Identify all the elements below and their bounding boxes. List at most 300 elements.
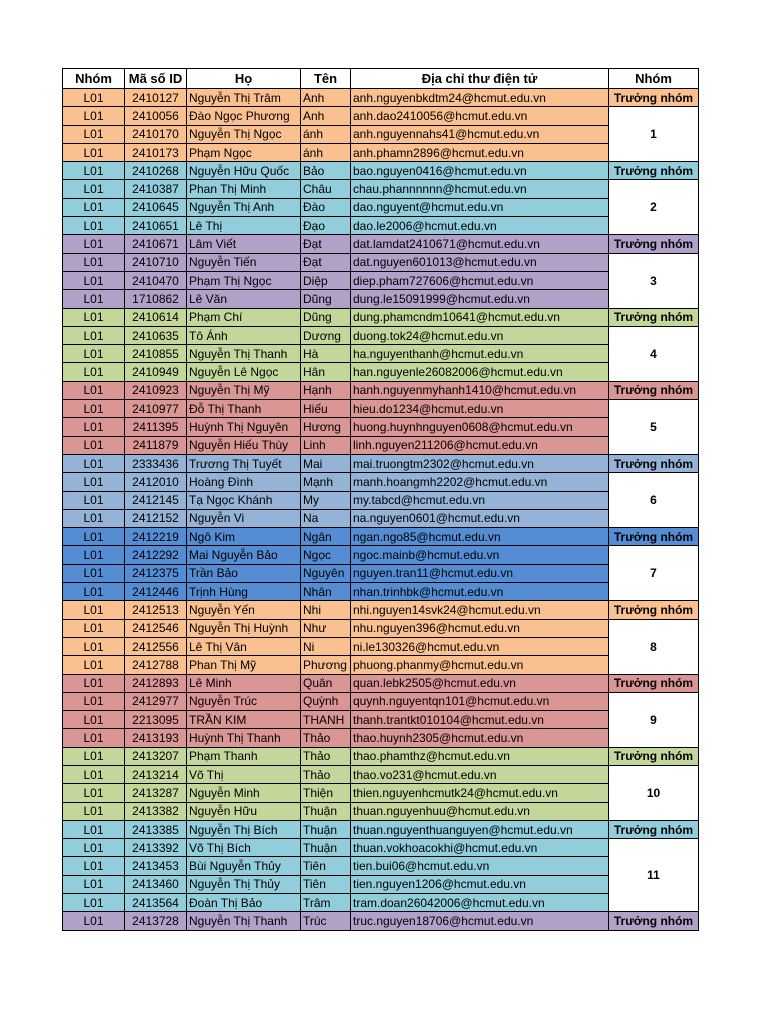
group-leader-label: Trưởng nhóm — [609, 528, 699, 546]
email-cell: linh.nguyen211206@hcmut.edu.vn — [351, 436, 609, 454]
last-name-cell: Nguyễn Thị Mỹ — [187, 381, 301, 399]
student-id-cell: 2413287 — [125, 784, 187, 802]
last-name-cell: Đào Ngọc Phương — [187, 107, 301, 125]
last-name-cell: Nguyễn Thị Bích — [187, 820, 301, 838]
last-name-cell: Lê Văn — [187, 290, 301, 308]
table-row — [63, 308, 699, 326]
first-name-cell: Mai — [301, 454, 351, 472]
student-id-cell: 2410977 — [125, 400, 187, 418]
last-name-cell: Trịnh Hùng — [187, 583, 301, 601]
student-id-cell: 2410923 — [125, 381, 187, 399]
class-cell: L01 — [63, 436, 125, 454]
class-cell: L01 — [63, 546, 125, 564]
header-group: Nhóm — [609, 69, 699, 89]
email-cell: thao.huynh2305@hcmut.edu.vn — [351, 729, 609, 747]
first-name-cell: ánh — [301, 143, 351, 161]
email-cell: ngoc.mainb@hcmut.edu.vn — [351, 546, 609, 564]
table-row — [63, 894, 699, 912]
first-name-cell: Thảo — [301, 729, 351, 747]
group-leader-label: Trưởng nhóm — [609, 308, 699, 326]
first-name-cell: Dũng — [301, 308, 351, 326]
email-cell: my.tabcd@hcmut.edu.vn — [351, 491, 609, 509]
class-cell: L01 — [63, 308, 125, 326]
table-row — [63, 637, 699, 655]
email-cell: nguyen.tran11@hcmut.edu.vn — [351, 564, 609, 582]
first-name-cell: Đào — [301, 198, 351, 216]
table-row — [63, 692, 699, 710]
last-name-cell: Hoàng Đình — [187, 473, 301, 491]
table-row — [63, 271, 699, 289]
table-row — [63, 400, 699, 418]
table-row — [63, 583, 699, 601]
last-name-cell: Nguyễn Hữu — [187, 802, 301, 820]
first-name-cell: Đạt — [301, 235, 351, 253]
table-row — [63, 875, 699, 893]
first-name-cell: Thuận — [301, 839, 351, 857]
last-name-cell: Nguyễn Thị Trâm — [187, 89, 301, 107]
email-cell: anh.phamn2896@hcmut.edu.vn — [351, 143, 609, 161]
first-name-cell: Thảo — [301, 765, 351, 783]
class-cell: L01 — [63, 564, 125, 582]
table-row — [63, 454, 699, 472]
header-last-name: Họ — [187, 69, 301, 89]
class-cell: L01 — [63, 601, 125, 619]
first-name-cell: Thảo — [301, 747, 351, 765]
email-cell: hieu.do1234@hcmut.edu.vn — [351, 400, 609, 418]
table-row — [63, 711, 699, 729]
student-id-cell: 2412375 — [125, 564, 187, 582]
student-id-cell: 2410056 — [125, 107, 187, 125]
last-name-cell: Huỳnh Thị Nguyên — [187, 418, 301, 436]
email-cell: ngan.ngo85@hcmut.edu.vn — [351, 528, 609, 546]
class-cell: L01 — [63, 143, 125, 161]
group-leader-label: Trưởng nhóm — [609, 381, 699, 399]
table-row — [63, 363, 699, 381]
email-cell: duong.tok24@hcmut.edu.vn — [351, 326, 609, 344]
first-name-cell: Nhi — [301, 601, 351, 619]
student-id-cell: 2412977 — [125, 692, 187, 710]
table-row — [63, 509, 699, 527]
student-id-cell: 2412152 — [125, 509, 187, 527]
header-student-id: Mã số ID — [125, 69, 187, 89]
student-id-cell: 2410635 — [125, 326, 187, 344]
class-cell: L01 — [63, 473, 125, 491]
class-cell: L01 — [63, 656, 125, 674]
group-number: 3 — [609, 253, 699, 308]
first-name-cell: Nguyên — [301, 564, 351, 582]
table-row — [63, 601, 699, 619]
class-cell: L01 — [63, 729, 125, 747]
email-cell: thao.phamthz@hcmut.edu.vn — [351, 747, 609, 765]
table-body — [63, 89, 699, 931]
last-name-cell: Võ Thị Bích — [187, 839, 301, 857]
student-id-cell: 2412788 — [125, 656, 187, 674]
table-row — [63, 839, 699, 857]
first-name-cell: Mạnh — [301, 473, 351, 491]
table-row — [63, 253, 699, 271]
class-cell: L01 — [63, 784, 125, 802]
group-number: 5 — [609, 400, 699, 455]
class-cell: L01 — [63, 820, 125, 838]
group-number: 1 — [609, 107, 699, 162]
email-cell: tien.bui06@hcmut.edu.vn — [351, 857, 609, 875]
table-row — [63, 381, 699, 399]
table-row — [63, 857, 699, 875]
group-number: 9 — [609, 692, 699, 747]
email-cell: dao.nguyent@hcmut.edu.vn — [351, 198, 609, 216]
last-name-cell: Tô Ánh — [187, 326, 301, 344]
group-leader-label: Trưởng nhóm — [609, 820, 699, 838]
first-name-cell: Linh — [301, 436, 351, 454]
email-cell: thao.vo231@hcmut.edu.vn — [351, 765, 609, 783]
class-cell: L01 — [63, 217, 125, 235]
last-name-cell: Phạm Thanh — [187, 747, 301, 765]
email-cell: dung.le15091999@hcmut.edu.vn — [351, 290, 609, 308]
email-cell: ha.nguyenthanh@hcmut.edu.vn — [351, 345, 609, 363]
table-row — [63, 235, 699, 253]
first-name-cell: Hiếu — [301, 400, 351, 418]
first-name-cell: Tiên — [301, 857, 351, 875]
class-cell: L01 — [63, 765, 125, 783]
group-number: 6 — [609, 473, 699, 528]
group-leader-label: Trưởng nhóm — [609, 674, 699, 692]
email-cell: chau.phannnnnn@hcmut.edu.vn — [351, 180, 609, 198]
email-cell: na.nguyen0601@hcmut.edu.vn — [351, 509, 609, 527]
class-cell: L01 — [63, 363, 125, 381]
header-row — [63, 69, 699, 89]
class-cell: L01 — [63, 381, 125, 399]
class-cell: L01 — [63, 839, 125, 857]
table-row — [63, 143, 699, 161]
first-name-cell: Châu — [301, 180, 351, 198]
first-name-cell: Thuận — [301, 802, 351, 820]
group-number: 7 — [609, 546, 699, 601]
first-name-cell: Tiên — [301, 875, 351, 893]
student-id-cell: 2413460 — [125, 875, 187, 893]
group-leader-label: Trưởng nhóm — [609, 235, 699, 253]
class-cell: L01 — [63, 198, 125, 216]
last-name-cell: Bùi Nguyễn Thủy — [187, 857, 301, 875]
student-id-cell: 1710862 — [125, 290, 187, 308]
email-cell: anh.nguyenbkdtm24@hcmut.edu.vn — [351, 89, 609, 107]
group-leader-label: Trưởng nhóm — [609, 601, 699, 619]
student-id-cell: 2412893 — [125, 674, 187, 692]
table-row — [63, 546, 699, 564]
last-name-cell: Nguyễn Hiếu Thùy — [187, 436, 301, 454]
class-cell: L01 — [63, 857, 125, 875]
table-row — [63, 747, 699, 765]
student-id-cell: 2410470 — [125, 271, 187, 289]
header-first-name: Tên — [301, 69, 351, 89]
email-cell: truc.nguyen18706@hcmut.edu.vn — [351, 912, 609, 930]
last-name-cell: Huỳnh Thị Thanh — [187, 729, 301, 747]
last-name-cell: Lê Thị Vân — [187, 637, 301, 655]
email-cell: tien.nguyen1206@hcmut.edu.vn — [351, 875, 609, 893]
email-cell: anh.nguyennahs41@hcmut.edu.vn — [351, 125, 609, 143]
email-cell: thanh.trantkt010104@hcmut.edu.vn — [351, 711, 609, 729]
group-number: 2 — [609, 180, 699, 235]
student-id-cell: 2410671 — [125, 235, 187, 253]
student-id-cell: 2410127 — [125, 89, 187, 107]
student-id-cell: 2413385 — [125, 820, 187, 838]
last-name-cell: Nguyễn Thị Thanh — [187, 345, 301, 363]
last-name-cell: Nguyễn Trúc — [187, 692, 301, 710]
class-cell: L01 — [63, 894, 125, 912]
group-leader-label: Trưởng nhóm — [609, 747, 699, 765]
table-row — [63, 125, 699, 143]
last-name-cell: Trương Thị Tuyết — [187, 454, 301, 472]
last-name-cell: Phạm Chí — [187, 308, 301, 326]
student-id-cell: 2413392 — [125, 839, 187, 857]
last-name-cell: Nguyễn Lê Ngọc — [187, 363, 301, 381]
class-cell: L01 — [63, 711, 125, 729]
first-name-cell: Quân — [301, 674, 351, 692]
class-cell: L01 — [63, 637, 125, 655]
first-name-cell: Thuận — [301, 820, 351, 838]
first-name-cell: THANH — [301, 711, 351, 729]
email-cell: thien.nguyenhcmutk24@hcmut.edu.vn — [351, 784, 609, 802]
last-name-cell: Nguyễn Thị Thủy — [187, 875, 301, 893]
student-id-cell: 2410710 — [125, 253, 187, 271]
student-id-cell: 2413453 — [125, 857, 187, 875]
email-cell: huong.huynhnguyen0608@hcmut.edu.vn — [351, 418, 609, 436]
table-row — [63, 89, 699, 107]
first-name-cell: Bảo — [301, 162, 351, 180]
table-row — [63, 180, 699, 198]
table-row — [63, 162, 699, 180]
group-number: 4 — [609, 326, 699, 381]
email-cell: dat.lamdat2410671@hcmut.edu.vn — [351, 235, 609, 253]
last-name-cell: TRẦN KIM — [187, 711, 301, 729]
table-row — [63, 418, 699, 436]
table-row — [63, 345, 699, 363]
class-cell: L01 — [63, 674, 125, 692]
class-cell: L01 — [63, 747, 125, 765]
student-id-cell: 2411879 — [125, 436, 187, 454]
group-number: 11 — [609, 839, 699, 912]
last-name-cell: Nguyễn Thị Ngọc — [187, 125, 301, 143]
table-row — [63, 528, 699, 546]
header-class: Nhóm — [63, 69, 125, 89]
class-cell: L01 — [63, 875, 125, 893]
first-name-cell: Hân — [301, 363, 351, 381]
first-name-cell: Hà — [301, 345, 351, 363]
class-cell: L01 — [63, 491, 125, 509]
group-leader-label: Trưởng nhóm — [609, 912, 699, 930]
first-name-cell: Hạnh — [301, 381, 351, 399]
email-cell: bao.nguyen0416@hcmut.edu.vn — [351, 162, 609, 180]
student-id-cell: 2410855 — [125, 345, 187, 363]
table-row — [63, 765, 699, 783]
first-name-cell: Ngân — [301, 528, 351, 546]
class-cell: L01 — [63, 912, 125, 930]
student-id-cell: 2413382 — [125, 802, 187, 820]
class-cell: L01 — [63, 271, 125, 289]
student-id-cell: 2413193 — [125, 729, 187, 747]
last-name-cell: Phạm Thị Ngọc — [187, 271, 301, 289]
first-name-cell: Nhân — [301, 583, 351, 601]
class-cell: L01 — [63, 290, 125, 308]
class-cell: L01 — [63, 418, 125, 436]
last-name-cell: Nguyễn Vi — [187, 509, 301, 527]
table-row — [63, 912, 699, 930]
student-id-cell: 2333436 — [125, 454, 187, 472]
table-row — [63, 729, 699, 747]
student-id-cell: 2410173 — [125, 143, 187, 161]
table-row — [63, 619, 699, 637]
student-id-cell: 2412219 — [125, 528, 187, 546]
class-cell: L01 — [63, 528, 125, 546]
first-name-cell: Hương — [301, 418, 351, 436]
last-name-cell: Đoàn Thị Bảo — [187, 894, 301, 912]
table-row — [63, 198, 699, 216]
class-cell: L01 — [63, 125, 125, 143]
student-group-table — [62, 68, 699, 931]
class-cell: L01 — [63, 509, 125, 527]
student-id-cell: 2213095 — [125, 711, 187, 729]
student-id-cell: 2412145 — [125, 491, 187, 509]
first-name-cell: My — [301, 491, 351, 509]
student-id-cell: 2412556 — [125, 637, 187, 655]
class-cell: L01 — [63, 454, 125, 472]
class-cell: L01 — [63, 235, 125, 253]
class-cell: L01 — [63, 180, 125, 198]
first-name-cell: Ngọc — [301, 546, 351, 564]
first-name-cell: Trâm — [301, 894, 351, 912]
table-row — [63, 217, 699, 235]
student-id-cell: 2412446 — [125, 583, 187, 601]
first-name-cell: Dũng — [301, 290, 351, 308]
student-id-cell: 2410268 — [125, 162, 187, 180]
class-cell: L01 — [63, 692, 125, 710]
email-cell: thuan.nguyenhuu@hcmut.edu.vn — [351, 802, 609, 820]
last-name-cell: Nguyễn Thị Anh — [187, 198, 301, 216]
group-leader-label: Trưởng nhóm — [609, 454, 699, 472]
last-name-cell: Võ Thị — [187, 765, 301, 783]
class-cell: L01 — [63, 583, 125, 601]
table-row — [63, 784, 699, 802]
email-cell: nhu.nguyen396@hcmut.edu.vn — [351, 619, 609, 637]
last-name-cell: Nguyễn Thị Thanh — [187, 912, 301, 930]
table-row — [63, 674, 699, 692]
group-number: 8 — [609, 619, 699, 674]
last-name-cell: Nguyễn Thị Huỳnh — [187, 619, 301, 637]
first-name-cell: Ni — [301, 637, 351, 655]
email-cell: dao.le2006@hcmut.edu.vn — [351, 217, 609, 235]
first-name-cell: Đạo — [301, 217, 351, 235]
class-cell: L01 — [63, 400, 125, 418]
student-id-cell: 2412546 — [125, 619, 187, 637]
email-cell: nhan.trinhbk@hcmut.edu.vn — [351, 583, 609, 601]
last-name-cell: Nguyễn Minh — [187, 784, 301, 802]
student-id-cell: 2413728 — [125, 912, 187, 930]
table-row — [63, 656, 699, 674]
first-name-cell: Đạt — [301, 253, 351, 271]
table-row — [63, 802, 699, 820]
student-id-cell: 2413214 — [125, 765, 187, 783]
last-name-cell: Phạm Ngọc — [187, 143, 301, 161]
class-cell: L01 — [63, 619, 125, 637]
class-cell: L01 — [63, 802, 125, 820]
last-name-cell: Lê Minh — [187, 674, 301, 692]
email-cell: han.nguyenle26082006@hcmut.edu.vn — [351, 363, 609, 381]
table-row — [63, 564, 699, 582]
last-name-cell: Đỗ Thị Thanh — [187, 400, 301, 418]
first-name-cell: Anh — [301, 107, 351, 125]
first-name-cell: Dương — [301, 326, 351, 344]
email-cell: manh.hoangmh2202@hcmut.edu.vn — [351, 473, 609, 491]
first-name-cell: ánh — [301, 125, 351, 143]
group-leader-label: Trưởng nhóm — [609, 89, 699, 107]
email-cell: dat.nguyen601013@hcmut.edu.vn — [351, 253, 609, 271]
last-name-cell: Phan Thị Minh — [187, 180, 301, 198]
first-name-cell: Như — [301, 619, 351, 637]
class-cell: L01 — [63, 345, 125, 363]
email-cell: thuan.nguyenthuanguyen@hcmut.edu.vn — [351, 820, 609, 838]
last-name-cell: Phan Thị Mỹ — [187, 656, 301, 674]
class-cell: L01 — [63, 107, 125, 125]
student-id-cell: 2412010 — [125, 473, 187, 491]
first-name-cell: Anh — [301, 89, 351, 107]
student-id-cell: 2410949 — [125, 363, 187, 381]
student-id-cell: 2413207 — [125, 747, 187, 765]
table-row — [63, 436, 699, 454]
first-name-cell: Quỳnh — [301, 692, 351, 710]
group-number: 10 — [609, 765, 699, 820]
email-cell: quan.lebk2505@hcmut.edu.vn — [351, 674, 609, 692]
last-name-cell: Mai Nguyễn Bảo — [187, 546, 301, 564]
student-id-cell: 2411395 — [125, 418, 187, 436]
table-row — [63, 820, 699, 838]
last-name-cell: Nguyễn Tiến — [187, 253, 301, 271]
header-email: Địa chỉ thư điện tử — [351, 69, 609, 89]
last-name-cell: Nguyễn Yến — [187, 601, 301, 619]
table-row — [63, 290, 699, 308]
student-id-cell: 2410387 — [125, 180, 187, 198]
student-id-cell: 2410645 — [125, 198, 187, 216]
student-id-cell: 2413564 — [125, 894, 187, 912]
first-name-cell: Phương — [301, 656, 351, 674]
table-row — [63, 326, 699, 344]
class-cell: L01 — [63, 89, 125, 107]
class-cell: L01 — [63, 162, 125, 180]
class-cell: L01 — [63, 326, 125, 344]
first-name-cell: Na — [301, 509, 351, 527]
student-id-cell: 2410170 — [125, 125, 187, 143]
email-cell: hanh.nguyenmyhanh1410@hcmut.edu.vn — [351, 381, 609, 399]
email-cell: dung.phamcndm10641@hcmut.edu.vn — [351, 308, 609, 326]
email-cell: phuong.phanmy@hcmut.edu.vn — [351, 656, 609, 674]
student-id-cell: 2410614 — [125, 308, 187, 326]
table-row — [63, 107, 699, 125]
group-leader-label: Trưởng nhóm — [609, 162, 699, 180]
last-name-cell: Nguyễn Hữu Quốc — [187, 162, 301, 180]
last-name-cell: Lâm Viết — [187, 235, 301, 253]
student-id-cell: 2412292 — [125, 546, 187, 564]
email-cell: quynh.nguyentqn101@hcmut.edu.vn — [351, 692, 609, 710]
last-name-cell: Ngô Kim — [187, 528, 301, 546]
first-name-cell: Trúc — [301, 912, 351, 930]
email-cell: nhi.nguyen14svk24@hcmut.edu.vn — [351, 601, 609, 619]
last-name-cell: Lê Thị — [187, 217, 301, 235]
last-name-cell: Tạ Ngọc Khánh — [187, 491, 301, 509]
email-cell: diep.pham727606@hcmut.edu.vn — [351, 271, 609, 289]
table-row — [63, 473, 699, 491]
first-name-cell: Diệp — [301, 271, 351, 289]
email-cell: thuan.vokhoacokhi@hcmut.edu.vn — [351, 839, 609, 857]
class-cell: L01 — [63, 253, 125, 271]
student-id-cell: 2410651 — [125, 217, 187, 235]
